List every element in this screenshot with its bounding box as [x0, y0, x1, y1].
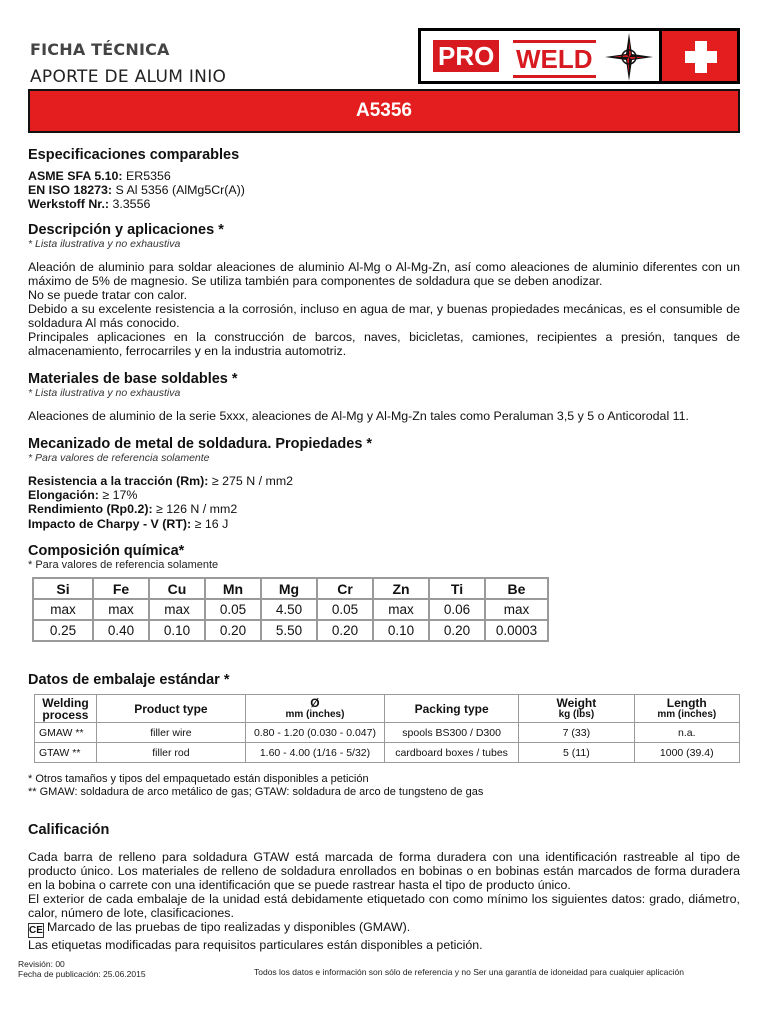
qualification-text: Cada barra de relleno para soldadura GTAW está marcada de forma duradera con una identificación rastreable al tipo de producto único. Los materiales de relleno de soldadura enrollados en bobinas o en bobinas están marcados de forma duradera en la bobina o carrete con una identificación que se puede rastrear hasta el tipo de producto único. El exterior de cada embalaje de la unidad está debidamente etiquetado con como mínimo los siguientes datos: grado, diámetro, calor, número de lote, clasificaciones. CE Marcado de las pruebas de tipo realizadas y disponibles (GMAW). Las etiquetas modificadas para requisitos particulares están disponibles a petición.	[28, 850, 740, 952]
table-cell: 5 (11)	[519, 743, 634, 763]
mechanical-list	[28, 474, 740, 531]
table-cell: 4.50	[261, 599, 317, 620]
table-cell: filler wire	[96, 723, 245, 743]
table-cell: 0.20	[317, 620, 373, 641]
property-item: Impacto de Charpy - V (RT): ≥ 16 J	[28, 516, 229, 531]
table-cell: GMAW **	[35, 723, 97, 743]
section-heading: Composición química*	[28, 543, 185, 559]
compass-star-icon	[605, 33, 653, 81]
table-cell: 0.05	[205, 599, 261, 620]
footer-disclaimer: Todos los datos e información son sólo de referencia y no Ser una garantía de idoneidad para cualquier aplicación	[254, 967, 684, 977]
table-cell: 0.40	[93, 620, 149, 641]
table-cell: Mg	[261, 578, 317, 599]
table-row	[35, 743, 740, 763]
table-cell: max	[373, 599, 429, 620]
table-cell: 1.60 - 4.00 (1/16 - 5/32)	[245, 743, 384, 763]
base-materials-text: Aleaciones de aluminio de la serie 5xxx, aleaciones de Al-Mg y Al-Mg-Zn tales como Peraluman 3,5 y 5 o Anticorodal 11.	[28, 409, 689, 423]
table-cell: 0.10	[149, 620, 205, 641]
logo-weld-text: WELD	[513, 40, 596, 78]
section-heading: Materiales de base soldables *	[28, 371, 238, 387]
table-cell: filler rod	[96, 743, 245, 763]
chemical-section	[28, 543, 740, 642]
table-cell: 0.20	[429, 620, 485, 641]
table-cell: Welding process	[35, 695, 97, 723]
spec-item: ASME SFA 5.10: ER5356	[28, 169, 171, 183]
table-cell: n.a.	[634, 723, 739, 743]
doc-subtitle: APORTE DE ALUM INIO	[30, 67, 227, 87]
table-cell: Zn	[373, 578, 429, 599]
property-item: Elongación: ≥ 17%	[28, 488, 138, 503]
table-cell: Ø mm (inches)	[245, 695, 384, 723]
section-heading: Especificaciones comparables	[28, 147, 240, 163]
table-row	[33, 620, 548, 641]
table-cell: spools BS300 / D300	[385, 723, 519, 743]
description-section	[28, 222, 740, 358]
table-cell: Ti	[429, 578, 485, 599]
specs-section	[28, 147, 740, 212]
section-heading: Descripción y aplicaciones *	[28, 222, 224, 238]
table-cell: Mn	[205, 578, 261, 599]
table-cell: max	[485, 599, 548, 620]
table-header-row	[33, 578, 548, 599]
table-cell: 0.10	[373, 620, 429, 641]
mechanical-section	[28, 436, 740, 531]
doc-type-title: FICHA TÉCNICA	[30, 40, 170, 59]
table-cell: 0.80 - 1.20 (0.030 - 0.047)	[245, 723, 384, 743]
spec-item: EN ISO 18273: S Al 5356 (AlMg5Cr(A))	[28, 183, 245, 198]
table-cell: 0.05	[317, 599, 373, 620]
logo-pro-text: PRO	[433, 40, 499, 72]
table-cell: 0.25	[33, 620, 93, 641]
table-row	[33, 599, 548, 620]
table-cell: Cr	[317, 578, 373, 599]
document-header	[30, 40, 226, 87]
specs-list	[28, 169, 740, 212]
table-header-row	[35, 695, 740, 723]
ce-mark-icon: CE	[29, 925, 43, 936]
section-note: * Lista ilustrativa y no exhaustiva	[28, 387, 181, 399]
table-cell: 0.0003	[485, 620, 548, 641]
table-cell: cardboard boxes / tubes	[385, 743, 519, 763]
table-row	[35, 723, 740, 743]
chemical-composition-table	[32, 577, 549, 642]
spec-item: Werkstoff Nr.: 3.3556	[28, 197, 151, 212]
property-item: Resistencia a la tracción (Rm): ≥ 275 N / mm2	[28, 474, 294, 488]
section-heading: Mecanizado de metal de soldadura. Propiedades *	[28, 436, 373, 452]
table-cell: 0.06	[429, 599, 485, 620]
table-cell: 1000 (39.4)	[634, 743, 739, 763]
section-heading: Datos de embalaje estándar *	[28, 672, 230, 688]
section-note: * Para valores de referencia solamente	[28, 559, 219, 571]
packing-notes: * Otros tamaños y tipos del empaquetado están disponibles a petición ** GMAW: soldadura de arco metálico de gas; GTAW: soldadura de arco de tungsteno de gas	[28, 773, 484, 798]
footer-revision-info: Revisión: 00 Fecha de publicación: 25.06.2015	[18, 959, 146, 979]
table-cell: 7 (33)	[519, 723, 634, 743]
table-cell: Cu	[149, 578, 205, 599]
property-item: Rendimiento (Rp0.2): ≥ 126 N / mm2	[28, 502, 238, 517]
table-cell: max	[93, 599, 149, 620]
section-heading: Calificación	[28, 822, 110, 838]
table-cell: max	[33, 599, 93, 620]
packing-table	[34, 694, 740, 763]
section-note: * Lista ilustrativa y no exhaustiva	[28, 238, 181, 250]
base-materials-section	[28, 371, 740, 423]
proweld-logo	[418, 28, 740, 84]
table-cell: Weight kg (lbs)	[519, 695, 634, 723]
packing-section	[28, 672, 740, 798]
table-cell: Fe	[93, 578, 149, 599]
section-note: * Para valores de referencia solamente	[28, 452, 210, 464]
table-cell: Be	[485, 578, 548, 599]
description-text: Aleación de aluminio para soldar aleaciones de aluminio Al-Mg o Al-Mg-Zn, así como aleaciones de aluminio diferentes con un máximo de 5% de magnesio. Se utiliza también para componentes de soldadura que se deben anodizar. No se puede tratar con calor. Debido a su excelente resistencia a la corrosión, incluso en agua de mar, y buenas propiedades mecánicas, es el consumible de soldadura Al más conocido. Principales aplicaciones en la construcción de barcos, naves, bicicletas, camiones, recipientes a presión, tanques de almacenamiento, ferrocarriles y en la industria automotriz.	[28, 260, 740, 358]
table-cell: 5.50	[261, 620, 317, 641]
table-cell: Si	[33, 578, 93, 599]
table-cell: Product type	[96, 695, 245, 723]
swiss-cross-icon	[659, 31, 737, 81]
table-cell: Length mm (inches)	[634, 695, 739, 723]
table-cell: 0.20	[205, 620, 261, 641]
product-code-banner	[28, 89, 740, 133]
table-cell: max	[149, 599, 205, 620]
product-code: A5356	[356, 100, 412, 121]
qualification-section	[28, 822, 740, 952]
table-cell: GTAW **	[35, 743, 97, 763]
table-cell: Packing type	[385, 695, 519, 723]
